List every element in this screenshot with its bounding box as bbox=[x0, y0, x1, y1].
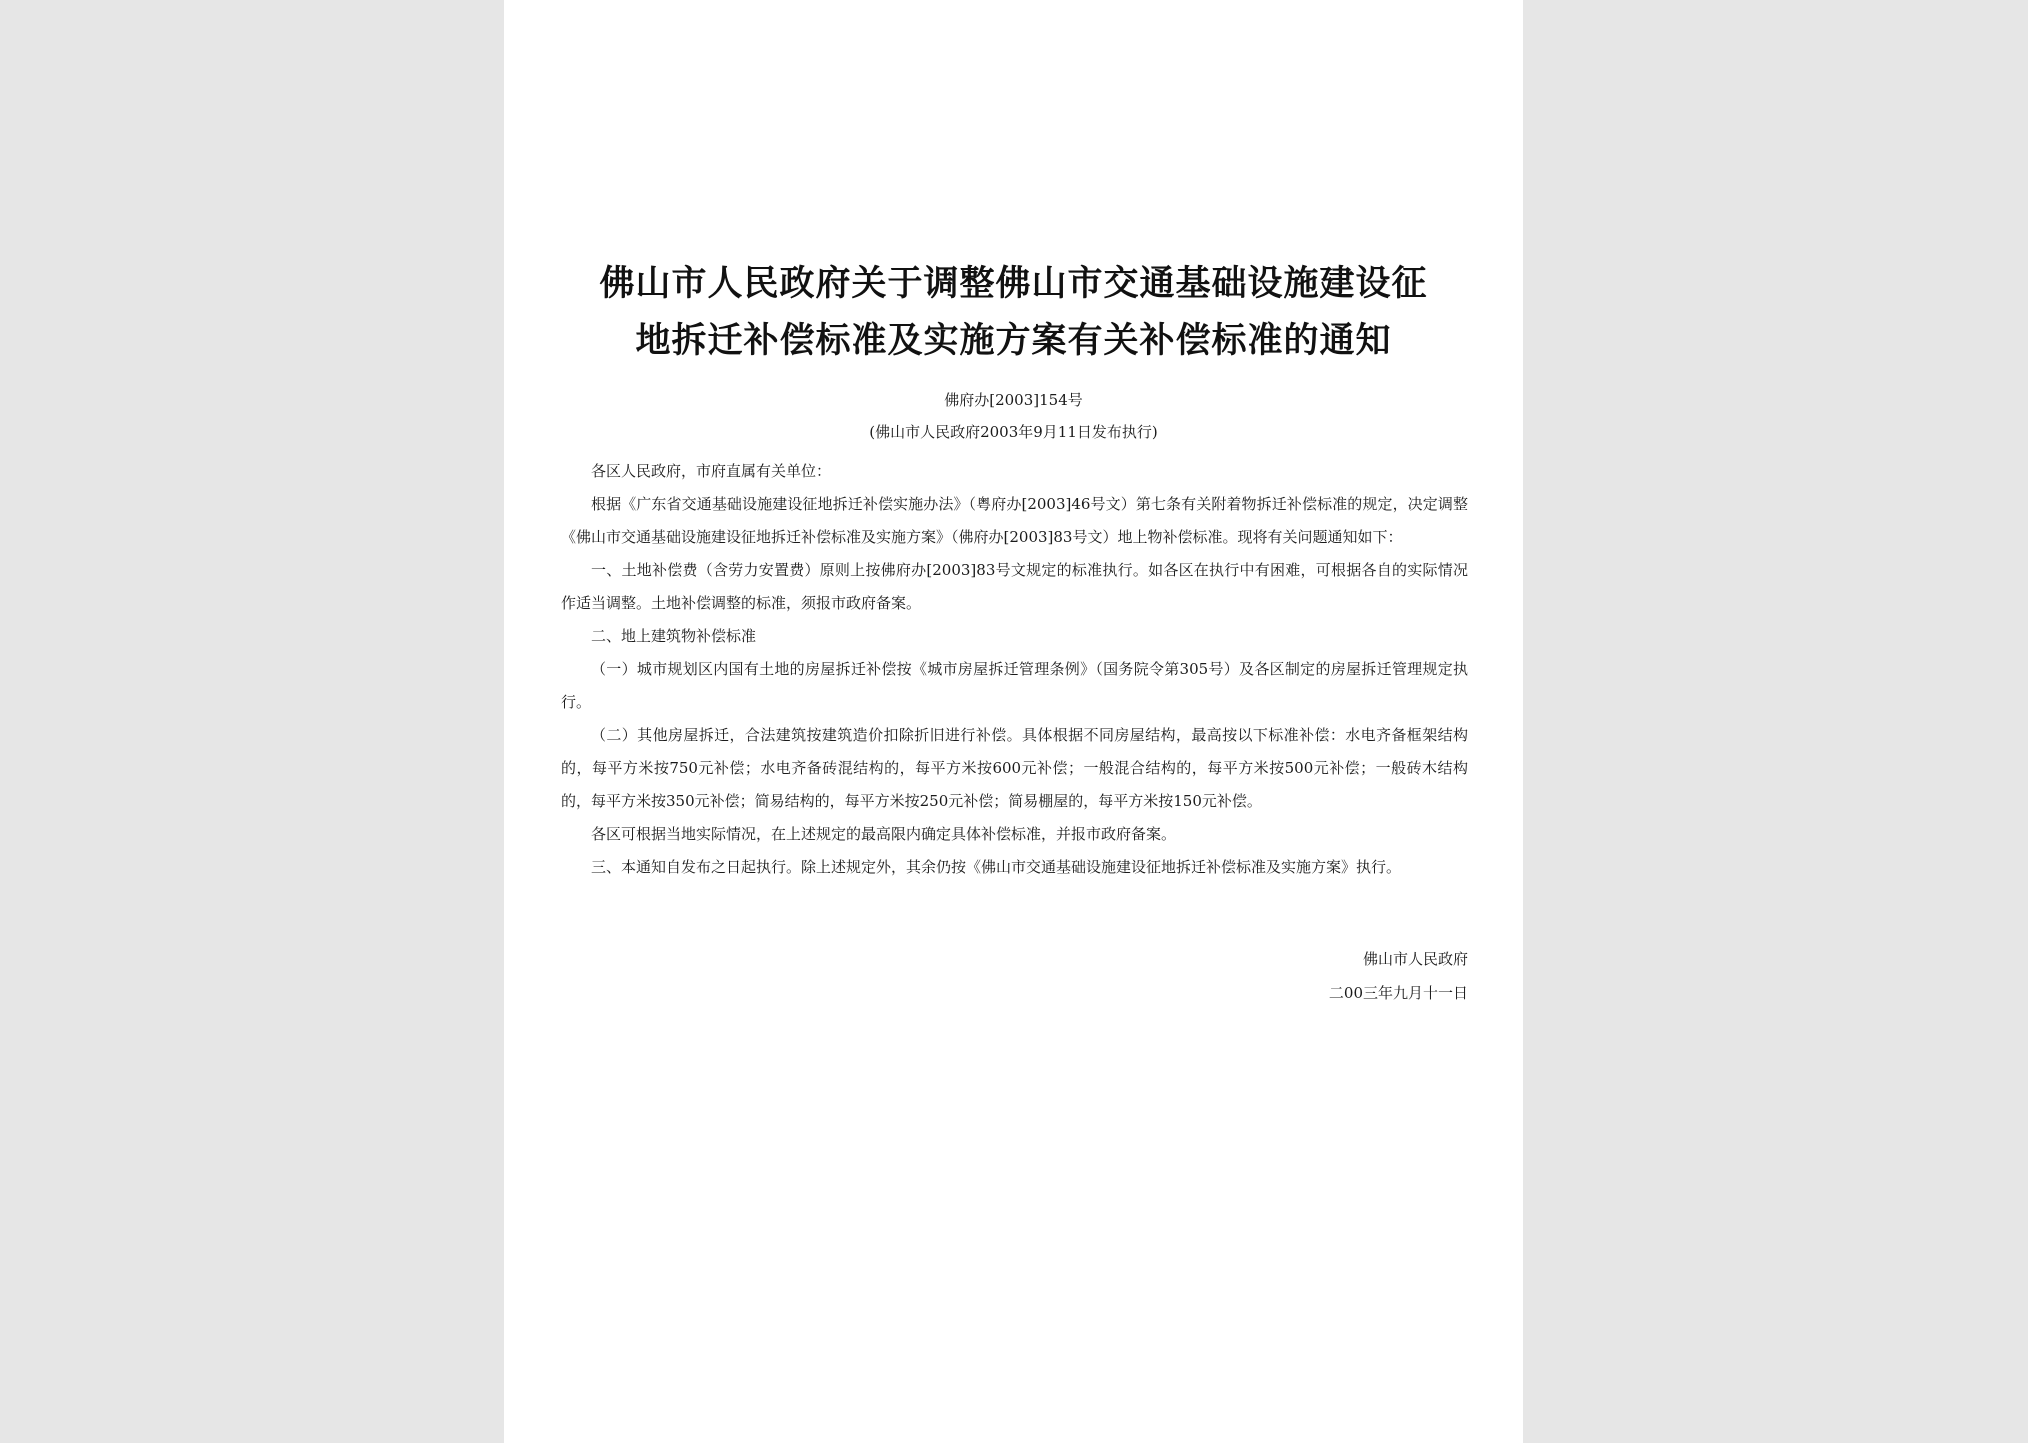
body-paragraph: 各区可根据当地实际情况，在上述规定的最高限内确定具体补偿标准，并报市政府备案。 bbox=[591, 825, 1177, 843]
body-paragraph: （一）城市规划区内国有土地的房屋拆迁补偿按《城市房屋拆迁管理条例》（国务院令第305号）及各区制定的房屋拆迁管理规定执行。 bbox=[561, 660, 1468, 711]
section-heading: 二、地上建筑物补偿标准 bbox=[591, 627, 757, 645]
body-paragraph: 根据《广东省交通基础设施建设征地拆迁补偿实施办法》（粤府办[2003]46号文）第七条有关附着物拆迁补偿标准的规定，决定调整《佛山市交通基础设施建设征地拆迁补偿标准及实施方案》（佛府办[2003]83号文）地上物补偿标准。现将有关问题通知如下： bbox=[561, 495, 1468, 546]
body-paragraph: 三、本通知自发布之日起执行。除上述规定外，其余仍按《佛山市交通基础设施建设征地拆迁补偿标准及实施方案》执行。 bbox=[591, 858, 1402, 876]
body-paragraph: （二）其他房屋拆迁，合法建筑按建筑造价扣除折旧进行补偿。具体根据不同房屋结构，最高按以下标准补偿：水电齐备框架结构的，每平方米按750元补偿；水电齐备砖混结构的，每平方米按600元补偿；一般混合结构的，每平方米按500元补偿；一般砖木结构的，每平方米按350元补偿；简易结构的，每平方米按250元补偿；简易棚屋的，每平方米按150元补偿。 bbox=[561, 726, 1468, 810]
salutation: 各区人民政府，市府直属有关单位： bbox=[591, 462, 832, 480]
title-line-2: 地拆迁补偿标准及实施方案有关补偿标准的通知 bbox=[635, 321, 1392, 361]
document-body bbox=[561, 455, 1468, 884]
signature-date: 二00三年九月十一日 bbox=[1328, 984, 1468, 1002]
publication-note: (佛山市人民政府2003年9月11日发布执行) bbox=[869, 423, 1158, 441]
signature-organization: 佛山市人民政府 bbox=[1362, 950, 1468, 968]
document-title bbox=[504, 256, 1523, 370]
body-paragraph: 一、土地补偿费（含劳力安置费）原则上按佛府办[2003]83号文规定的标准执行。如各区在执行中有困难，可根据各自的实际情况作适当调整。土地补偿调整的标准，须报市政府备案。 bbox=[561, 561, 1468, 612]
document-page bbox=[504, 0, 1523, 1443]
title-line-1: 佛山市人民政府关于调整佛山市交通基础设施建设征 bbox=[599, 264, 1428, 304]
document-number: 佛府办[2003]154号 bbox=[944, 391, 1083, 409]
